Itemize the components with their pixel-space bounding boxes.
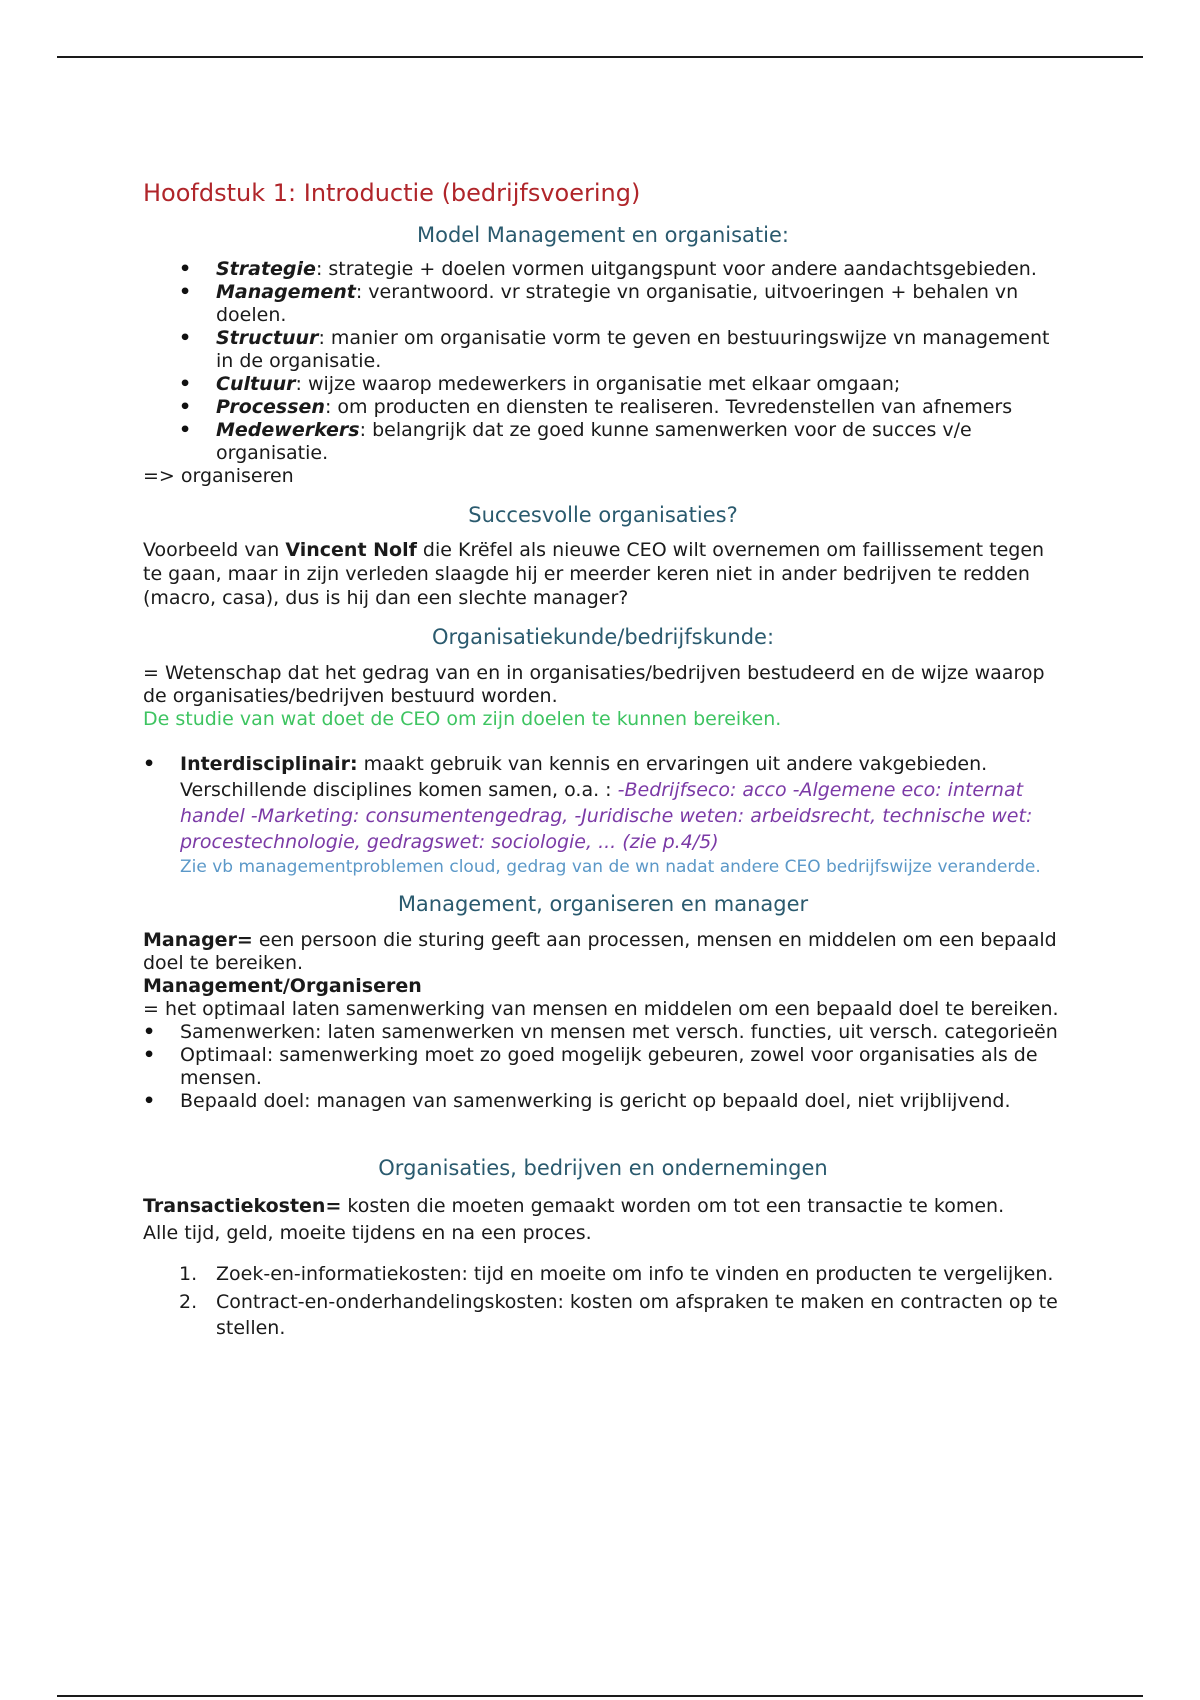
top-rule <box>57 56 1143 58</box>
person-name: Vincent Nolf <box>285 539 417 561</box>
list-item: • Interdisciplinair: maakt gebruik van kennis en ervaringen uit andere vakgebieden. Verschillende disciplines komen samen, o.a. : -Bedrijfseco: acco -Algemene eco: internat handel -Marketing: consumentengedrag, -Juridische weten: arbeidsrecht, technische wet: procestechnologie, gedragswet: sociologie, ... (zie p.4/5) Zie vb managementproblemen cloud, gedrag van de wn nadat andere CEO bedrijfswijze veranderde. <box>143 751 1063 879</box>
list-item: • Management: verantwoord. vr strategie vn organisatie, uitvoeringen + behalen vn doelen. <box>143 281 1063 327</box>
list-item: 2. Contract-en-onderhandelingskosten: kosten om afspraken te maken en contracten op te stellen. <box>179 1291 1058 1339</box>
spacer <box>143 1113 1063 1155</box>
green-note: De studie van wat doet de CEO om zijn doelen te kunnen bereiken. <box>143 708 782 730</box>
model-list <box>143 258 1063 465</box>
list-item: • Structuur: manier om organisatie vorm te geven en bestuuringswijze vn management in de organisatie. <box>143 327 1063 373</box>
organiseren-definition: = het optimaal laten samenwerking van mensen en middelen om een bepaald doel te bereiken. <box>143 998 1059 1020</box>
list-item: • Optimaal: samenwerking moet zo goed mogelijk gebeuren, zowel voor organisaties als de mensen. <box>143 1044 1063 1090</box>
model-heading: Model Management en organisatie: <box>417 223 789 247</box>
list-item: • Processen: om producten en diensten te realiseren. Tevredenstellen van afnemers <box>143 396 1063 419</box>
organisaties-heading: Organisaties, bedrijven en ondernemingen <box>378 1156 828 1180</box>
organisatiekunde-definition: = Wetenschap dat het gedrag van en in organisaties/bedrijven bestudeerd en de wijze waarop de organisaties/bedrijven bestuurd worden. <box>143 662 1045 707</box>
manager-definition: Manager= een persoon die sturing geeft aan processen, mensen en middelen om een bepaald doel te bereiken. <box>143 929 1057 974</box>
transactiekosten-list <box>143 1261 1063 1341</box>
succes-paragraph: Voorbeeld van Vincent Nolf die Krëfel als nieuwe CEO wilt overnemen om faillissement tegen te gaan, maar in zijn verleden slaagde hij er meerder keren niet in ander bedrijven te redden (macro, casa), dus is hij dan een slechte manager? <box>143 539 1045 609</box>
management-heading: Management, organiseren en manager <box>397 892 809 916</box>
succes-heading: Succesvolle organisaties? <box>468 503 738 527</box>
list-item: • Samenwerken: laten samenwerken vn mensen met versch. functies, uit versch. categorieën <box>143 1021 1063 1044</box>
list-item: • Cultuur: wijze waarop medewerkers in organisatie met elkaar omgaan; <box>143 373 1063 396</box>
list-item: 1. Zoek-en-informatiekosten: tijd en moeite om info te vinden en producten te vergelijken. <box>179 1263 1054 1285</box>
bottom-rule <box>57 1695 1143 1697</box>
model-conclusion: => organiseren <box>143 465 294 487</box>
list-item: • Medewerkers: belangrijk dat ze goed kunne samenwerken voor de succes v/e organisatie. <box>143 419 1063 465</box>
transactiekosten-definition: Transactiekosten= kosten die moeten gemaakt worden om tot een transactie te komen. <box>143 1195 1005 1217</box>
document-body <box>143 178 1063 1343</box>
blue-note: Zie vb managementproblemen cloud, gedrag van de wn nadat andere CEO bedrijfswijze veranderde. <box>180 857 1041 877</box>
management-list <box>143 1021 1063 1113</box>
organiseren-term: Management/Organiseren <box>143 975 422 997</box>
transactiekosten-line2: Alle tijd, geld, moeite tijdens en na een proces. <box>143 1222 592 1244</box>
interdisciplinair-term: Interdisciplinair: <box>180 753 358 775</box>
list-item: • Bepaald doel: managen van samenwerking is gericht op bepaald doel, niet vrijblijvend. <box>143 1090 1063 1113</box>
organisatiekunde-heading: Organisatiekunde/bedrijfskunde: <box>431 625 775 649</box>
chapter-title: Hoofdstuk 1: Introductie (bedrijfsvoering) <box>143 179 641 207</box>
list-item: • Strategie: strategie + doelen vormen uitgangspunt voor andere aandachtsgebieden. <box>143 258 1063 281</box>
interdisciplinair-list <box>143 751 1063 879</box>
discipline-examples: -Bedrijfseco: acco -Algemene eco: internat handel -Marketing: consumentengedrag, -Juridische weten: arbeidsrecht, technische wet: procestechnologie, gedragswet: sociologie, ... (zie p.4/5) <box>180 779 1033 853</box>
